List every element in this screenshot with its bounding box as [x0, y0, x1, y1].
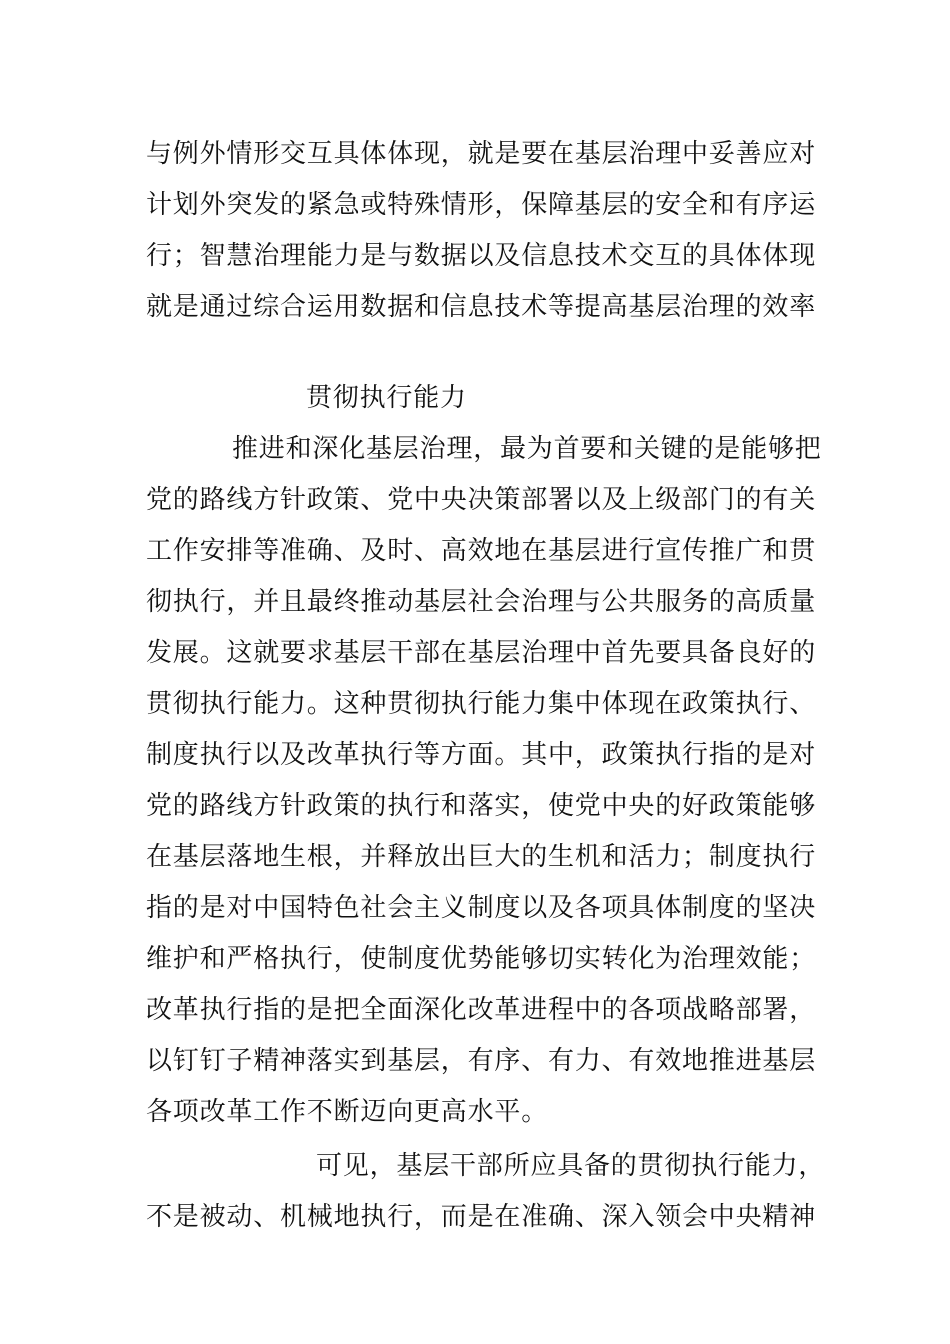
- paragraph-line: 制度执行以及改革执行等方面。其中，政策执行指的是对: [146, 740, 817, 770]
- paragraph-line: 就是通过综合运用数据和信息技术等提高基层治理的效率: [146, 292, 817, 322]
- paragraph-line: 维护和严格执行，使制度优势能够切实转化为治理效能；: [146, 944, 817, 974]
- paragraph-line: 工作安排等准确、及时、高效地在基层进行宣传推广和贯: [146, 536, 817, 566]
- paragraph-line: 彻执行，并且最终推动基层社会治理与公共服务的高质量: [146, 587, 817, 617]
- paragraph-line: 发展。这就要求基层干部在基层治理中首先要具备良好的: [146, 638, 817, 668]
- section-heading: 贯彻执行能力: [306, 383, 467, 413]
- paragraph-line: 不是被动、机械地执行，而是在准确、深入领会中央精神: [146, 1202, 817, 1232]
- paragraph-line: 贯彻执行能力。这种贯彻执行能力集中体现在政策执行、: [146, 689, 817, 719]
- paragraph-line: 行；智慧治理能力是与数据以及信息技术交互的具体体现: [146, 241, 817, 271]
- paragraph-line: 指的是对中国特色社会主义制度以及各项具体制度的坚决: [146, 893, 817, 923]
- paragraph-line: 党的路线方针政策、党中央决策部署以及上级部门的有关: [146, 485, 817, 515]
- paragraph-line: 以钉钉子精神落实到基层，有序、有力、有效地推进基层: [146, 1046, 817, 1076]
- paragraph-line: 推进和深化基层治理，最为首要和关键的是能够把: [232, 434, 822, 464]
- paragraph-line: 各项改革工作不断迈向更高水平。: [146, 1097, 549, 1127]
- paragraph-line: 与例外情形交互具体体现，就是要在基层治理中妥善应对: [146, 139, 817, 169]
- paragraph-line: 党的路线方针政策的执行和落实，使党中央的好政策能够: [146, 791, 817, 821]
- paragraph-line: 计划外突发的紧急或特殊情形，保障基层的安全和有序运: [146, 190, 817, 220]
- paragraph-line: 可见，基层干部所应具备的贯彻执行能力，: [316, 1151, 826, 1181]
- paragraph-line: 改革执行指的是把全面深化改革进程中的各项战略部署，: [146, 995, 817, 1025]
- paragraph-line: 在基层落地生根，并释放出巨大的生机和活力；制度执行: [146, 842, 817, 872]
